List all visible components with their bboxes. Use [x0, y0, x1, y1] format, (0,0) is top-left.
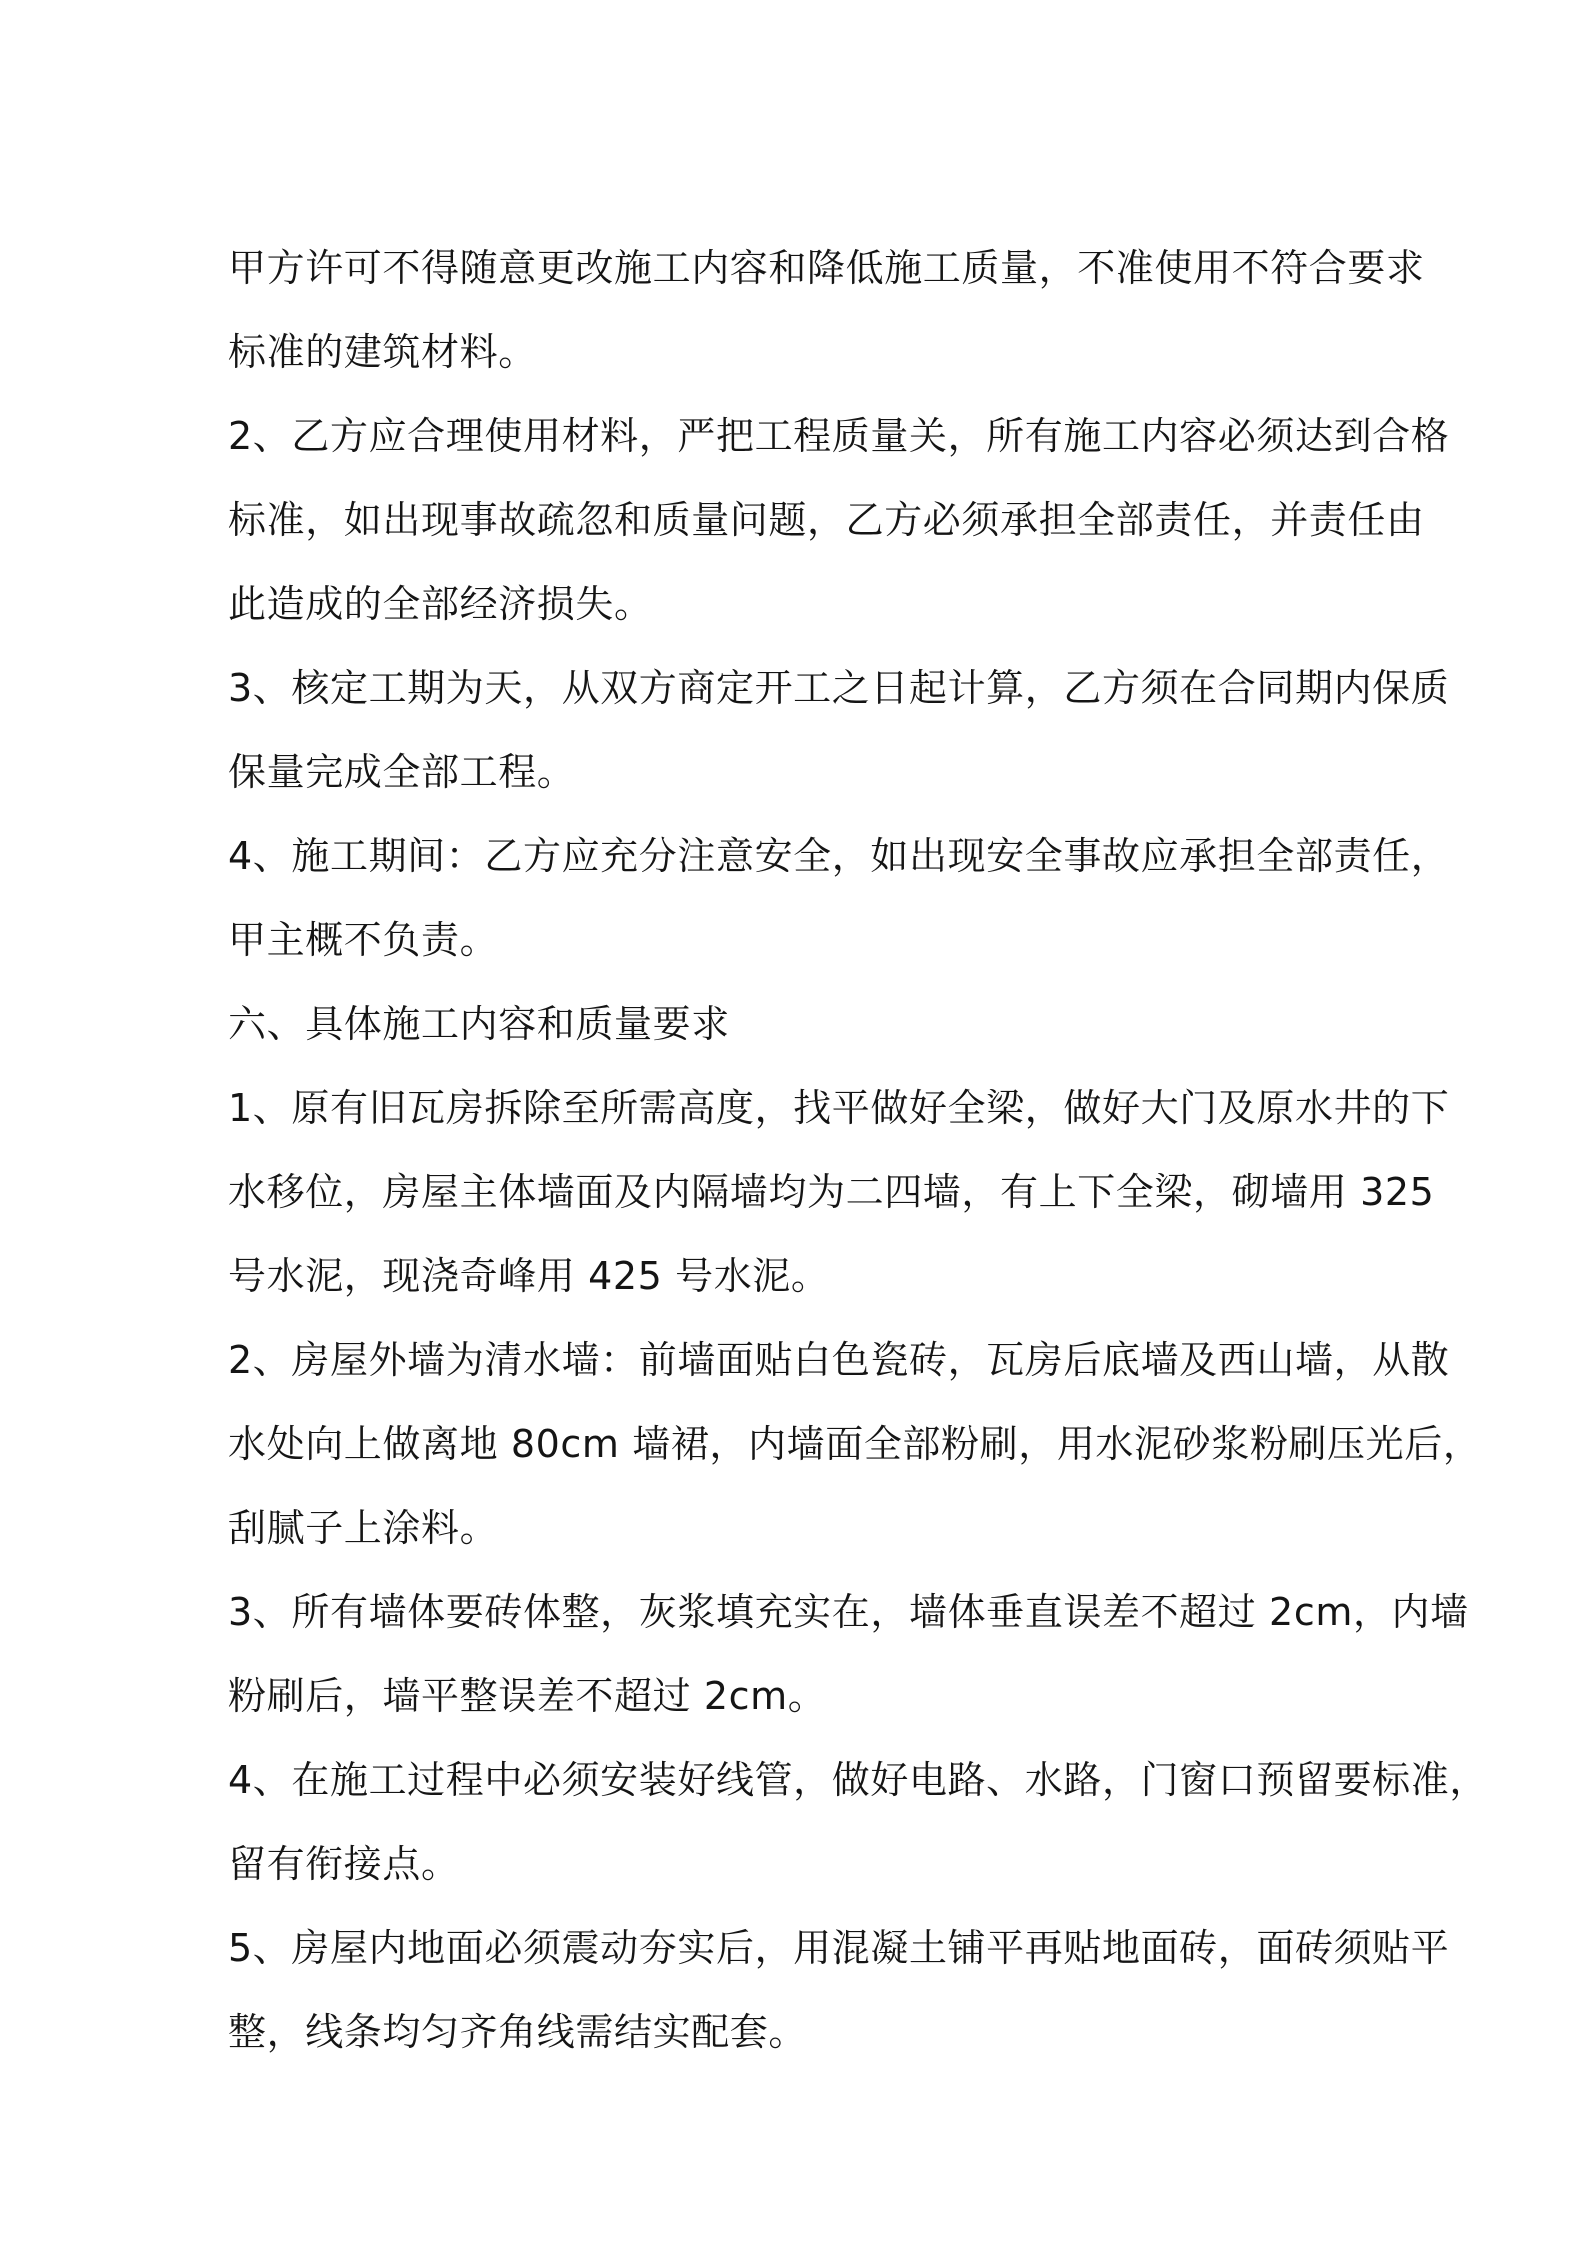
- text-line: 甲主概不负责。: [228, 918, 499, 962]
- text-line: 水移位，房屋主体墙面及内隔墙均为二四墙，有上下全梁，砌墙用 325: [228, 1170, 1435, 1214]
- text-line: 整，线条均匀齐角线需结实配套。: [228, 2010, 808, 2054]
- document-body: [228, 226, 1488, 2074]
- text-line: 4、在施工过程中必须安装好线管，做好电路、水路，门窗口预留要标准，: [228, 1758, 1488, 1802]
- text-line: 此造成的全部经济损失。: [228, 582, 653, 626]
- text-line: 号水泥，现浇奇峰用 425 号水泥。: [228, 1254, 830, 1298]
- text-line: 2、房屋外墙为清水墙：前墙面贴白色瓷砖，瓦房后底墙及西山墙，从散: [228, 1338, 1450, 1382]
- text-line: 留有衔接点。: [228, 1842, 460, 1886]
- text-line: 标准的建筑材料。: [228, 330, 537, 374]
- text-line: 保量完成全部工程。: [228, 750, 576, 794]
- text-line: 4、施工期间：乙方应充分注意安全，如出现安全事故应承担全部责任，: [228, 834, 1450, 878]
- text-line: 刮腻子上涂料。: [228, 1506, 499, 1550]
- text-line: 2、乙方应合理使用材料，严把工程质量关，所有施工内容必须达到合格: [228, 414, 1450, 458]
- text-line: 标准，如出现事故疏忽和质量问题，乙方必须承担全部责任，并责任由: [228, 498, 1425, 542]
- text-line: 粉刷后，墙平整误差不超过 2cm。: [228, 1674, 827, 1718]
- text-line: 1、原有旧瓦房拆除至所需高度，找平做好全梁，做好大门及原水井的下: [228, 1086, 1450, 1130]
- text-line: 5、房屋内地面必须震动夯实后，用混凝土铺平再贴地面砖，面砖须贴平: [228, 1926, 1450, 1970]
- text-line: 甲方许可不得随意更改施工内容和降低施工质量，不准使用不符合要求: [228, 246, 1425, 290]
- text-line: 3、所有墙体要砖体整，灰浆填充实在，墙体垂直误差不超过 2cm，内墙: [228, 1590, 1469, 1634]
- text-line: 3、核定工期为天，从双方商定开工之日起计算，乙方须在合同期内保质: [228, 666, 1450, 710]
- section-heading: 六、具体施工内容和质量要求: [228, 1002, 730, 1046]
- text-line: 水处向上做离地 80cm 墙裙，内墙面全部粉刷，用水泥砂浆粉刷压光后，: [228, 1422, 1482, 1466]
